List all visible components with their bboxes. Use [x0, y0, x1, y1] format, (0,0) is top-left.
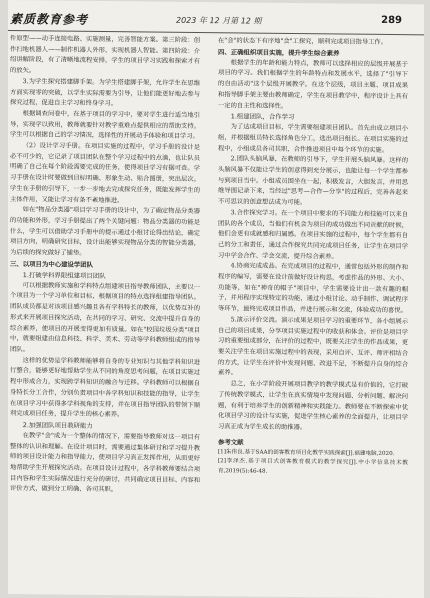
paragraph: 件原型——动手连接电路、实施测量，完善智能方案。第三阶段：创作扫地机器人——制作机器人外形，实现机器人智能。第四阶段：介绍讲解阶段，有了清晰地流程安排，学生的项目学习实践和探索才有的放矢。	[10, 35, 200, 75]
paragraph: 如在"物品分类器"项目学习手册的设计中，为了确定物品分类器的功能和外形，学习手册提出了两个关键问题：物品分类器的功能是什么，学生可以借助学习手册中的提示通过小组讨论得出结论，确定项目方向，明确研究目标，设计出能够实现物品分类的智能分类器，为后续的探究做好了铺垫。	[10, 206, 200, 257]
paragraph: 总之，在小学阶段开展项目教学的教学模式是有价值的，它打破了传统教学模式，让学生在真实情境中发现问题、分析问题、解决问题，有利于培养学生的创新精神和实践能力。教师要在不断探索中优化项目学习的设计与实施，促进学生核心素养的全面提升，让项目学习真正成为学生成长的助推器。	[218, 380, 408, 432]
paragraph: 3.合作探究学习。在一个项目中要求的不同能力和技能可以来自团队的各个成员，当他们有机会为项目的成功做出不同贡献的时候，他们会更有成就感和归属感。在项目实施的过程中，每个学生都有自己的分工和责任，通过合作探究共同完成项目任务，让学生在项目学习中学会合作、学会交流，提升综合素养。	[218, 209, 408, 261]
issue-date: 2023 年 12 月第 12 期	[176, 15, 262, 26]
section-heading: 三、以项目为中心建设学团队	[10, 259, 94, 269]
journal-title: 素质教育参考	[10, 12, 89, 27]
page-header	[8, 4, 424, 35]
paragraph: 为了达成项目目标，学生需要组建项目团队。首先由成立项目小组，并根据组员特长选择角色分工，选出项目组长。在项目实施的过程中，小组成员各司其职，合作推进项目中每个环节的实施。	[218, 123, 408, 154]
paragraph: 4.协商完成成品。在完成项目的过程中，通常包括外形的制作和程序的编写，需要在设计前做好设计构思，考虑作品的外形、大小、功能等，如在"神奇的帽子"项目中，学生需要设计出一款有趣的帽子，并用程序实现特定的功能，通过小组讨论、动手制作、调试程序等环节，最终完成项目作品，并进行展示和交流，体验成功的喜悦。	[218, 262, 408, 315]
page-number: 289	[381, 14, 402, 27]
subsection-heading: 1.打破学科界限组建项目团队	[22, 270, 106, 280]
paragraph: （2）设计学习手册。在项目实施的过程中，学习手册的设计是必不可少的，它记录了项目团队在整个学习过程中的点滴，也让队员明确了自己在每个阶段需要完成的任务，使得项目学习有据可查。学习手册在设计时要做到目标明确、形象生动、贴合图册，突出层次。学生在手册的引导下，一步一步地去完成探究任务，既能发挥学生的主体作用，又能让学习有条不紊地推进。	[10, 142, 200, 204]
paragraph: 5.演示评价交流。演示成果是项目学习的重要环节，各小组展示自己的项目成果，分享项目实施过程中的收获和体会。评价是项目学习的重要组成部分，在评价的过程中，既要关注学生的作品成果，更要关注学生在项目实施过程中的表现，采用自评、互评、师评相结合的方式，让学生在评价中发现问题、改进不足，不断提升自身的综合素养。	[218, 316, 408, 377]
section-heading: 四、正确组织项目实施，提升学生综合素养	[218, 47, 340, 58]
paragraph: 这样的优势是学科教师能够将自身的专业知识与其他学科知识进行整合，能够更好地帮助学生从不同的角度思考问题，在项目实施过程中形成合力，实现跨学科知识的融合与迁移。学科教师可以根据自身特长分工合作，分别负责项目中各学科知识和技能的指导，让学生在项目学习中获得多学科视角的支持，并在项目指导团队的带领下顺利完成项目任务，提升学生的核心素养。	[10, 356, 200, 419]
paragraph: 3.为学生探究搭建脚手架。为学生搭建脚手架，允许学生在思维方面实现零的突破，以学生实际需要为引导，让他们能更好地去参与探究过程，促进自主学习和终身学习。	[10, 77, 200, 108]
paragraph: 根据学生的年龄和能力特点，教师可以选择相应的层级开展基于项目的学习。我们根据学生的年龄特点和发展水平，选择了"引导下的自由活动"这个层级开展教学。在这个层级，项目主题、项目成果和指导脚手架主要由教师确定，学生在项目教学中，程序设计上具有一定的自主性和选择性。	[218, 59, 408, 110]
references-heading: 参考文献	[218, 437, 244, 447]
right-column	[218, 36, 408, 594]
reference-item: [2]李泽杰.基于项目式创客教育模式的教学探究[J].中小学信息技术教育,2019(5):46-48.	[218, 458, 408, 475]
paragraph: 在教学"会"成为一个整体的情况下，需要指导教师对这一项目有整体的认识和理解。在设计项目时，需要通过集体研讨和学习提升教师的项目设计能力和指导能力，使项目学习真正发挥作用，从而更好地帮助学生开展探究活动。在项目设计过程中，各学科教师要结合项目内容和学生实际情况进行充分的研讨，共同确定项目目标、内容和评价方式，做到分工明确、各司其职。	[10, 432, 200, 494]
subsection-heading: 1.组建团队，合作学习	[230, 112, 295, 122]
document-page	[8, 0, 424, 598]
paragraph: 2.团队头脑风暴，在教师的引导下，学生开展头脑风暴。这样的头脑风暴不仅能让学生的创意得到充分展示，也能让每一个学生都参与到项目当中。小组成员围坐在一起，积极发言，大胆发言，并用思维导图记录下来，当经过"思考—合作—分享"的过程后，完善各起来不可思议的创意想法成为可能。	[218, 155, 408, 207]
reference-item: [1]朱伟良.基于SAA的创客教育项目化教学实践探索[J].福建电脑,2020.	[218, 448, 395, 457]
paragraph: 根据调查问卷中，在基于项目的学习中，要对学生进行适当地引导，实现学以致用，教师就要针对教学重难点提供相应的帮助支持。学生可以根据自己的学习情况，选择性的开展动手体验和项目学习。	[10, 110, 200, 141]
left-column	[10, 34, 200, 592]
paragraph: 在"会"的状态下有序地"会"工探究，顺利完成项目指导工作。	[218, 37, 388, 46]
paragraph: 可以根据教师实施和学科特点组建项目指导教师团队，主要以一个项目为一个学习单位和目标，根据项目的特点选择组建指导团队。团队成员都是对该项目感兴趣且各有学科特长的教师，以优势互补的形式来开展项目探究活动，在共同的学习、研究、交流中提升自身的综合素养，使项目的开展变得更加有质量。如在"校园垃圾分类"项目中，就要组建由信息科技、科学、美术、劳动等学科教师组成的指导团队。	[10, 281, 200, 354]
subsection-heading: 2.加强团队项目教研能力	[22, 421, 93, 430]
